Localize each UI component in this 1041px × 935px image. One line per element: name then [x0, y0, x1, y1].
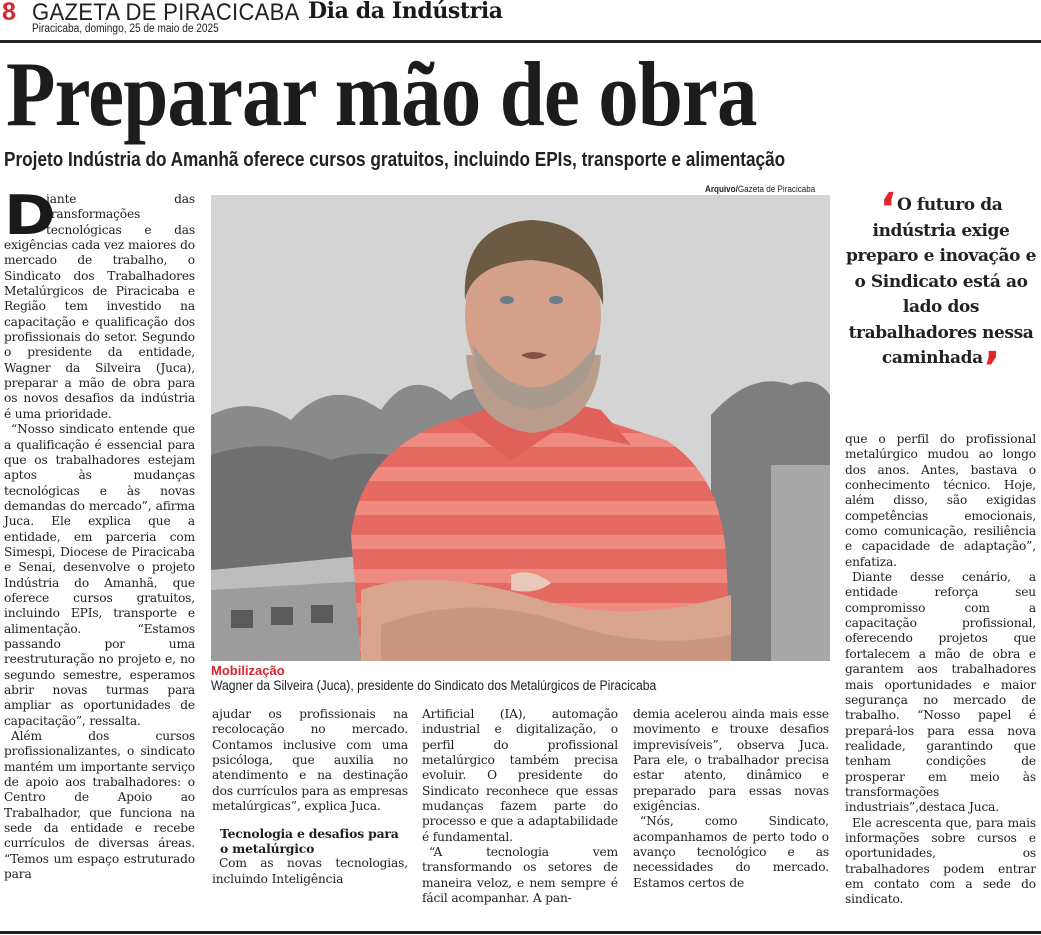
- open-quote-icon: ‘: [879, 184, 896, 235]
- photo-caption: Wagner da Silveira (Juca), presidente do Sindicato dos Metalúrgicos de Piracicaba: [211, 678, 657, 693]
- article-column-5: [845, 432, 1036, 908]
- paragraph: D iante das transformações tecnológicas e das exigências cada vez maiores do mercado de trabalho, o Sindicato dos Trabalhadores Metalúrgicos de Piracicaba e Região tem investido na capacitação e qualificação dos profissionais do setor. Segundo o presidente da entidade, Wagner da Silveira (Juca), preparar a mão de obra para os novos desafios da indústria é uma prioridade.: [4, 184, 195, 421]
- article-column-1: [4, 184, 195, 912]
- page-number: 8: [2, 0, 16, 26]
- paragraph: Ele acrescenta que, para mais informações sobre cursos e oportunidades, os trabalhadores podem entrar em contato com a sede do sindicato.: [845, 815, 1036, 907]
- paragraph: ajudar os profissionais na recolocação no mercado. Contamos inclusive com uma psicóloga, que auxilia no atendimento e na destinação dos currículos para as empresas metalúrgicas”, explica Juca.: [212, 707, 408, 814]
- section-subheading: Tecnologia e desafios para o metalúrgico: [220, 826, 399, 857]
- paragraph: Diante desse cenário, a entidade reforça seu compromisso com a capacitação profissional, oferecendo projetos que fortalecem a mão de obra e garantem aos trabalhadores mais oportunidades e maior segurança no mercado de trabalho. “Nosso papel é prepará-los para essa nova realidade, garantindo que tenham condições de prosperar em meio às transformações industriais”,destaca Juca.: [845, 570, 1036, 815]
- article-column-2: [212, 707, 408, 887]
- article-photo: [211, 195, 830, 661]
- pull-quote: [846, 184, 1036, 394]
- paragraph: que o perfil do profissional metalúrgico mudou ao longo dos anos. Antes, bastava o conhecimento técnico. Hoje, além disso, são exigidas competências emocionais, como comunicação, resiliência e capacidade de adaptação”, enfatiza.: [845, 432, 1036, 569]
- paragraph: “Nosso sindicato entende que a qualificação é essencial para que os trabalhadores estejam aptos às mudanças tecnológicas e às novas demandas do mercado”, afirma Juca. Ele explica que a entidade, em parceria com Simespi, Diocese de Piracicaba e Senai, desenvolve o projeto Indústria do Amanhã, que oferece cursos gratuitos, incluindo EPIs, transporte e alimentação. “Estamos passando por uma reestruturação no projeto e, no segundo semestre, esperamos abrir novas turmas para ampliar as oportunidades de capacitação”, ressalta.: [4, 422, 195, 728]
- paragraph: demia acelerou ainda mais esse movimento e trouxe desafios imprevisíveis”, observa Juca. Para ele, o trabalhador precisa estar atento, dinâmico e preparado para essas novas exigências.: [633, 707, 829, 814]
- article-headline: Preparar mão de obra: [6, 43, 757, 145]
- article-subheadline: Projeto Indústria do Amanhã oferece cursos gratuitos, incluindo EPIs, transporte e alimentação: [4, 149, 786, 171]
- close-quote-icon: ’: [983, 343, 1001, 394]
- article-column-3: [422, 707, 618, 906]
- newspaper-name: GAZETA DE PIRACICABA: [32, 0, 300, 26]
- caption-kicker: Mobilização: [211, 663, 285, 678]
- paragraph: “A tecnologia vem transformando os setores de maneira veloz, e nem sempre é fácil acompanhar. A pan-: [422, 845, 618, 906]
- paragraph: Artificial (IA), automação industrial e digitalização, o perfil do profissional metalúrgico também precisa evoluir. O presidente do Sindicato reconhece que essas mudanças fazem parte do processo e que a adaptabilidade é fundamental.: [422, 707, 618, 844]
- paragraph: Com as novas tecnologias, incluindo Inteligência: [212, 856, 408, 886]
- bottom-rule-divider: [0, 931, 1041, 934]
- pull-quote-text: O futuro da indústria exige preparo e inovação e o Sindicato está ao lado dos trabalhadores nessa caminhada: [846, 195, 1036, 368]
- photo-credit: Arquivo/Gazeta de Piracicaba: [705, 184, 816, 194]
- dateline: Piracicaba, domingo, 25 de maio de 2025: [32, 23, 219, 35]
- paragraph: “Nós, como Sindicato, acompanhamos de perto todo o avanço tecnológico e as necessidades do mercado. Estamos certos de: [633, 814, 829, 890]
- section-title: Dia da Indústria: [308, 0, 503, 24]
- portrait-illustration: [211, 195, 830, 661]
- dropcap: D: [4, 184, 56, 247]
- article-column-4: [633, 707, 829, 891]
- paragraph: Além dos cursos profissionalizantes, o sindicato mantém um importante serviço de apoio aos trabalhadores: o Centro de Apoio ao Trabalhador, que funciona na sede da entidade e recebe currículos de diversas áreas. “Temos um espaço estruturado para: [4, 729, 195, 882]
